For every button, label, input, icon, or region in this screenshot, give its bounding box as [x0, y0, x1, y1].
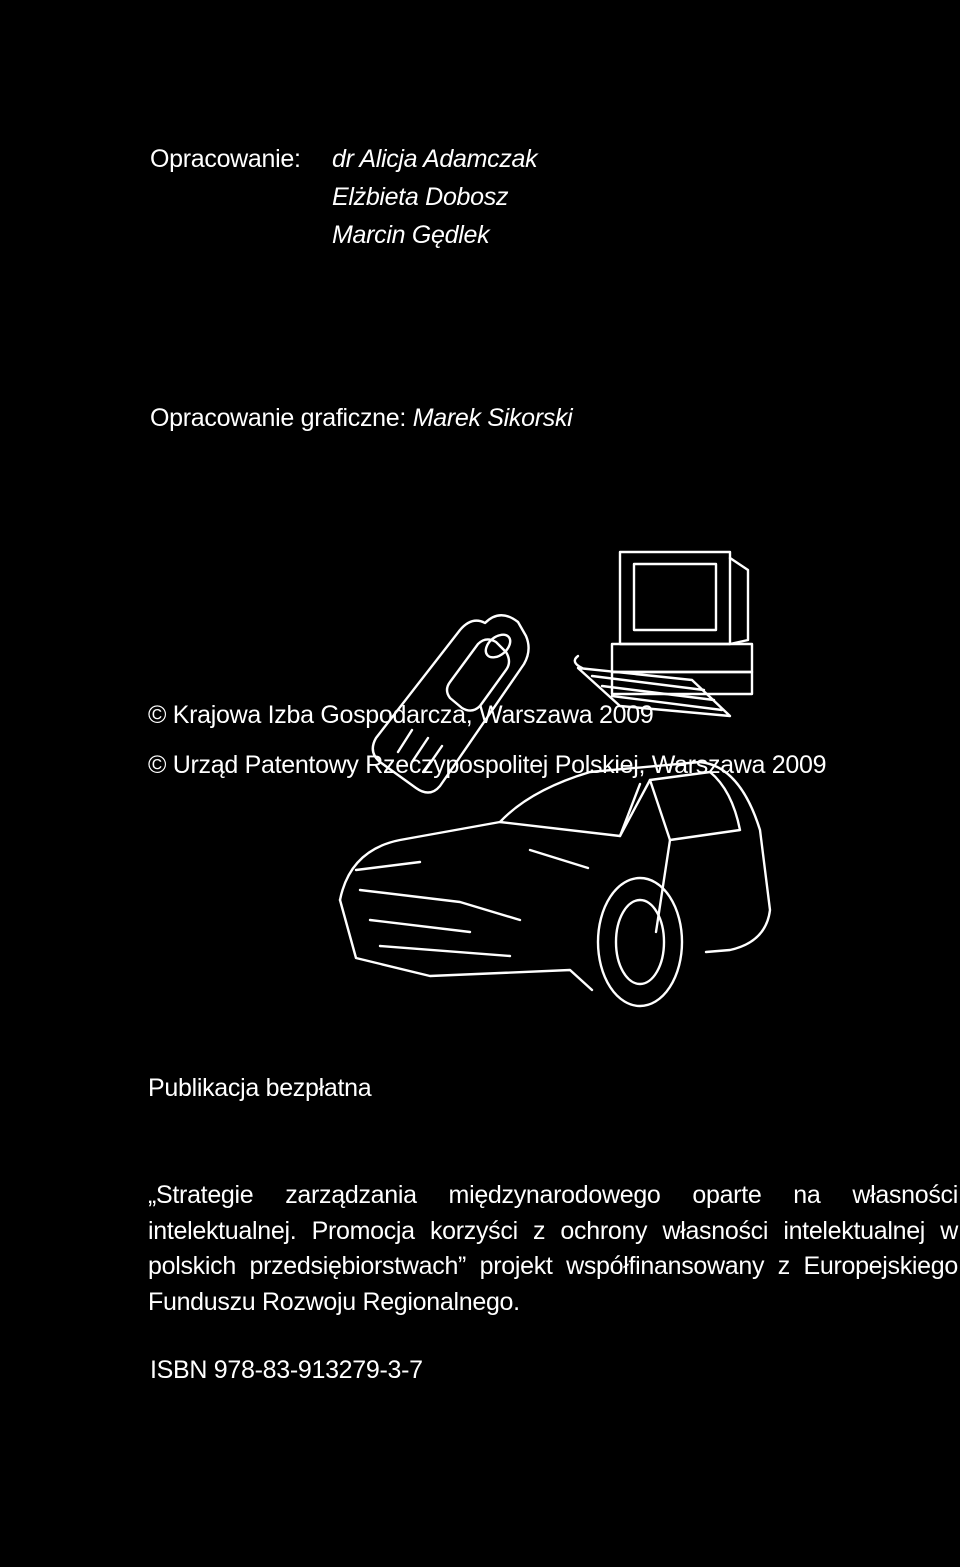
graphic-design-credit: [150, 403, 572, 433]
isbn: ISBN 978-83-913279-3-7: [150, 1356, 423, 1384]
graphic-design-label: Opracowanie graficzne:: [150, 404, 407, 432]
credits-row-1: [150, 144, 537, 182]
credits-label: Opracowanie:: [150, 145, 301, 173]
author-name: Elżbieta Dobosz: [332, 183, 509, 211]
credits-row-3: [150, 220, 537, 258]
credits-row-2: [150, 182, 537, 220]
computer-icon: [575, 552, 752, 716]
author-name: Marcin Gędlek: [332, 221, 490, 249]
author-name: dr Alicja Adamczak: [332, 145, 538, 173]
free-publication-note: Publikacja bezpłatna: [148, 1074, 372, 1102]
copyright-uprp: © Urząd Patentowy Rzeczypospolitej Polskiej, Warszawa 2009: [148, 751, 827, 779]
project-description: „Strategie zarządzania międzynarodowego oparte na własności intelektualnej. Promocja korzyści z ochrony własności intelektualnej w polskich przedsiębiorstwach” projekt współfinansowany z Europejskiego Funduszu Rozwoju Regionalnego.: [148, 1181, 958, 1316]
graphic-designer-name: Marek Sikorski: [412, 404, 573, 432]
copyright-kig: © Krajowa Izba Gospodarcza, Warszawa 2009: [148, 701, 654, 729]
credits-block: [150, 144, 537, 258]
car-icon: [340, 762, 770, 1006]
illustration: [320, 540, 800, 1030]
